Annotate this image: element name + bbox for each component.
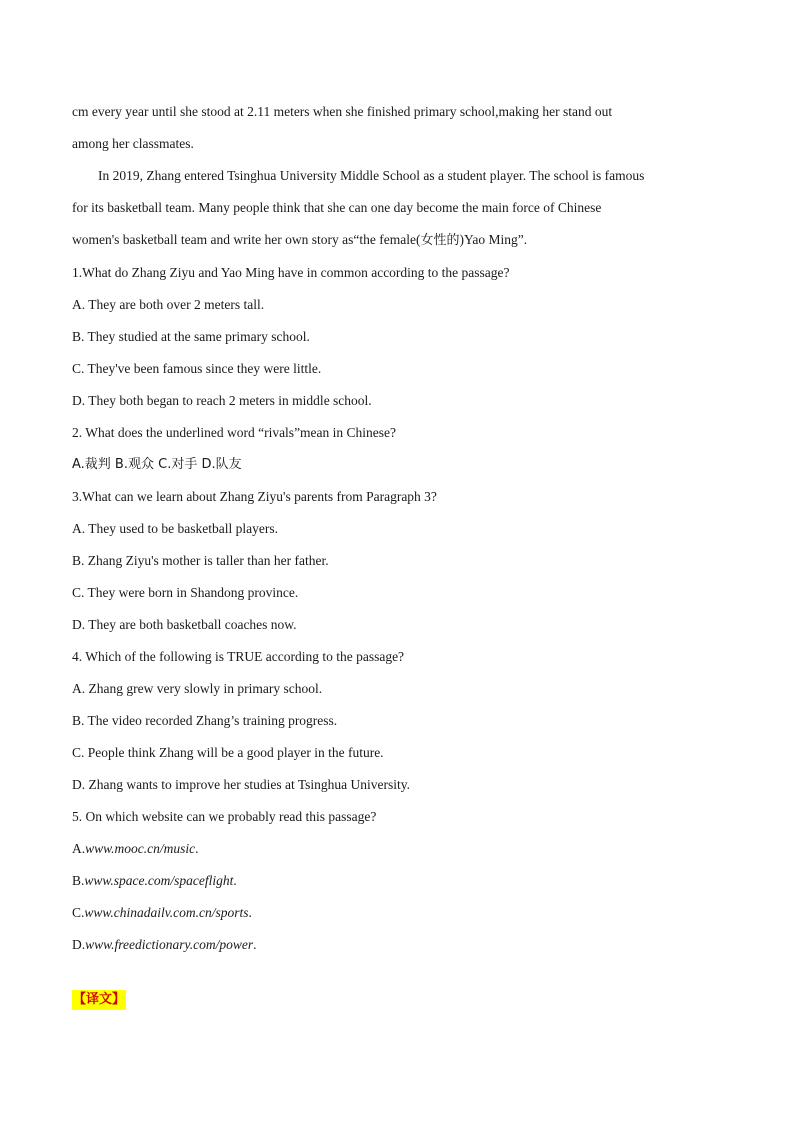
document-page: [72, 96, 722, 961]
question-options-inline: A.裁判 B.观众 C.对手 D.队友: [72, 457, 242, 472]
option-letter: C.: [72, 905, 85, 920]
option-url: www.chinadailv.com.cn/sports: [84, 905, 249, 920]
passage-paragraph-line: [72, 224, 722, 257]
question-option: A. Zhang grew very slowly in primary school.: [72, 681, 323, 696]
question-stem: 3.What can we learn about Zhang Ziyu's parents from Paragraph 3?: [72, 489, 437, 504]
option-end: .: [248, 905, 252, 920]
question-option: B. Zhang Ziyu's mother is taller than her father.: [72, 553, 329, 568]
passage-line: cm every year until she stood at 2.11 meters when she finished primary school,making her stand out: [72, 104, 613, 119]
passage-line: among her classmates.: [72, 136, 194, 151]
passage-paragraph-line: for its basketball team. Many people think that she can one day become the main force of Chinese: [72, 200, 602, 215]
question-option-url: [72, 865, 722, 897]
question-stem: 2. What does the underlined word “rivals”mean in Chinese?: [72, 425, 397, 440]
question-option: B. They studied at the same primary school.: [72, 329, 310, 344]
question-option-url: [72, 929, 722, 961]
question-option: C. People think Zhang will be a good player in the future.: [72, 745, 384, 760]
option-url: www.mooc.cn/music: [85, 841, 196, 856]
question-option-url: [72, 897, 722, 929]
option-end: .: [253, 937, 257, 952]
question-stem: 5. On which website can we probably read this passage?: [72, 809, 377, 824]
question-option-url: [72, 833, 722, 865]
passage-chinese-gloss: 女性的: [420, 233, 460, 248]
translation-section-tag: 【译文】: [72, 990, 126, 1010]
question-option: C. They've been famous since they were little.: [72, 361, 322, 376]
question-option: B. The video recorded Zhang’s training progress.: [72, 713, 338, 728]
option-end: .: [233, 873, 237, 888]
question-option: A. They used to be basketball players.: [72, 521, 278, 536]
question-option: D. They are both basketball coaches now.: [72, 617, 297, 632]
question-option: D. They both began to reach 2 meters in middle school.: [72, 393, 372, 408]
option-letter: D.: [72, 937, 86, 952]
option-letter: B.: [72, 873, 85, 888]
question-option: C. They were born in Shandong province.: [72, 585, 299, 600]
question-option: A. They are both over 2 meters tall.: [72, 297, 265, 312]
passage-paragraph-line: In 2019, Zhang entered Tsinghua University Middle School as a student player. The school is famous: [98, 168, 645, 183]
passage-text: women's basketball team and write her own story as“the female(: [72, 232, 421, 247]
option-url: www.space.com/spaceflight: [84, 873, 234, 888]
passage-text: )Yao Ming”.: [459, 232, 528, 247]
option-letter: A.: [72, 841, 86, 856]
question-option: D. Zhang wants to improve her studies at Tsinghua University.: [72, 777, 411, 792]
option-end: .: [195, 841, 199, 856]
option-url: www.freedictionary.com/power: [85, 937, 254, 952]
question-stem: 1.What do Zhang Ziyu and Yao Ming have in common according to the passage?: [72, 265, 510, 280]
question-stem: 4. Which of the following is TRUE according to the passage?: [72, 649, 405, 664]
